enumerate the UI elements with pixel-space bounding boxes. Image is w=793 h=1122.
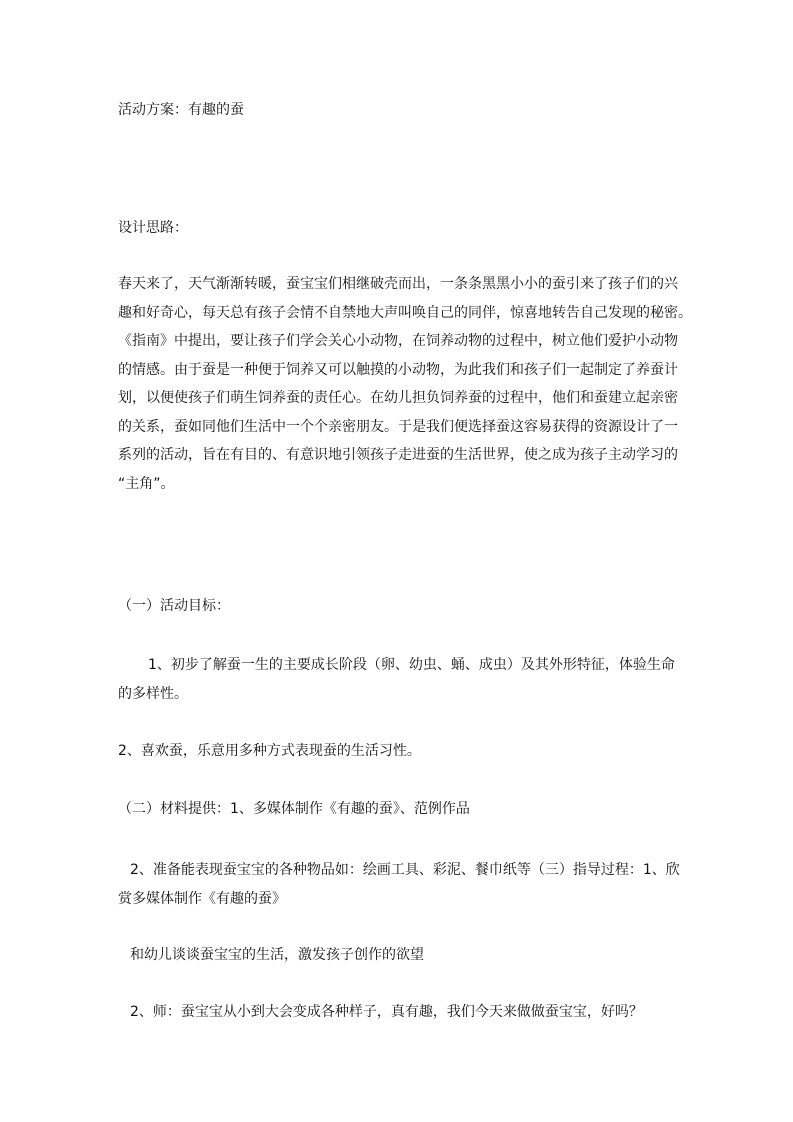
design-line: 划，以便使孩子们萌生饲养蚕的责任心。在幼儿担负饲养蚕的过程中，他们和蚕建立起亲密	[118, 390, 678, 406]
design-paragraph	[118, 270, 692, 498]
design-line: 趣和好奇心，每天总有孩子会情不自禁地大声叫唤自己的同伴，惊喜地转告自己发现的秘密。	[118, 304, 692, 321]
design-line: 系列的活动，旨在有目的、有意识地引领孩子走进蚕的生活世界，使之成为孩子主动学习的	[118, 447, 678, 463]
goal-2: 2、喜欢蚕，乐意用多种方式表现蚕的生活习性。	[118, 743, 421, 759]
preparation-paragraph	[118, 856, 678, 913]
goals-heading: （一）活动目标：	[118, 598, 230, 614]
goal-1-line: 1、初步了解蚕一生的主要成长阶段（卵、幼虫、蛹、成虫）及其外形特征，体验生命	[148, 657, 675, 673]
design-line: 《指南》中提出，要让孩子们学会关心小动物，在饲养动物的过程中，树立他们爱护小动物	[118, 333, 678, 349]
document-title: 活动方案：有趣的蚕	[118, 102, 244, 118]
design-line: 的情感。由于蚕是一种便于饲养又可以触摸的小动物，为此我们和孩子们一起制定了养蚕计	[118, 361, 678, 378]
goal-1-paragraph	[118, 651, 678, 708]
goal-1-line: 的多样性。	[118, 685, 188, 702]
preparation-line: 2、准备能表现蚕宝宝的各种物品如：绘画工具、彩泥、餐巾纸等（三）指导过程：1、欣	[130, 862, 680, 878]
talk-line: 和幼儿谈谈蚕宝宝的生活，激发孩子创作的欲望	[130, 947, 424, 963]
design-line: 的关系，蚕如同他们生活中一个个亲密朋友。于是我们便选择蚕这容易获得的资源设计了一	[118, 418, 678, 435]
design-line: “主角”。	[118, 475, 175, 492]
design-heading: 设计思路：	[118, 220, 188, 236]
preparation-line: 赏多媒体制作《有趣的蚕》	[118, 890, 286, 907]
teacher-line: 2、师：蚕宝宝从小到大会变成各种样子，真有趣，我们今天来做做蚕宝宝，好吗？	[130, 1004, 643, 1020]
design-line: 春天来了，天气渐渐转暖，蚕宝宝们相继破壳而出，一条条黑黑小小的蚕引来了孩子们的兴	[118, 276, 678, 292]
materials-line: （二）材料提供：1、多媒体制作《有趣的蚕》、范例作品	[118, 801, 470, 817]
